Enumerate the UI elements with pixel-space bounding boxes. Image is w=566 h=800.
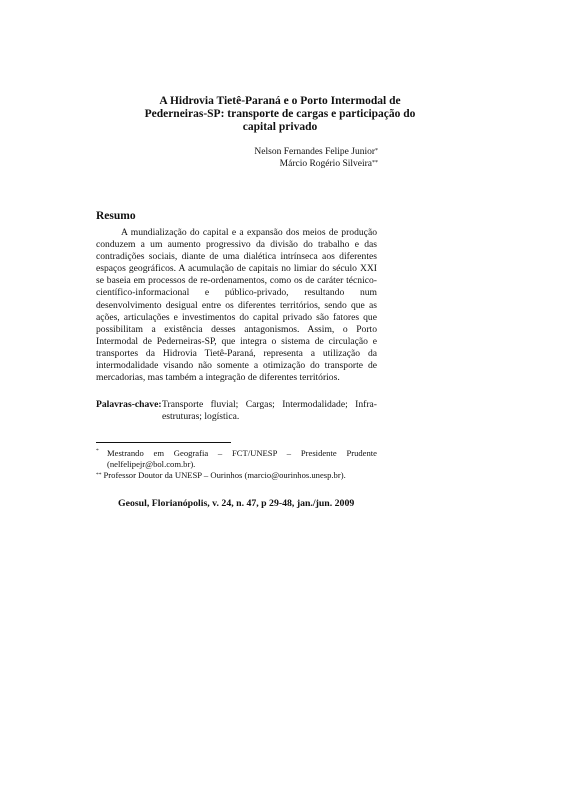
keywords-list: Transporte fluvial; Cargas; Intermodalidade; Infra-estruturas; logística. [162,399,377,423]
footnote-divider [96,442,231,443]
authors-block [254,146,378,170]
abstract-heading: Resumo [96,210,136,222]
author-name: Nelson Fernandes Felipe Junior [254,147,375,157]
journal-citation: Geosul, Florianópolis, v. 24, n. 47, p 29-48, jan./jun. 2009 [118,498,355,509]
footnote-mark: * [96,448,99,454]
footnote-mark: ** [372,160,378,166]
title-line: Pederneiras-SP: transporte de cargas e participação do [144,108,416,120]
article-title [90,95,470,134]
abstract-text: A mundialização do capital e a expansão dos meios de produção conduzem a um aumento progressivo da divisão do trabalho e das contradições sociais, diante de uma dialética intrínseca aos diferentes espaços geográficos. A acumulação de capitais no limiar do século XXI se baseia em processos de re-ordenamentos, como os de caráter técnico-científico-informacional e público-privado, resultando num desenvolvimento desigual entre os diferentes territórios, sendo que as ações, articulações e investimentos do capital privado são fatores que possibilitam a existência desses antagonismos. Assim, o Porto Intermodal de Pederneiras-SP, que integra o sistema de circulação e transportes da Hidrovia Tietê-Paraná, representa a utilização da intermodalidade visando não somente a otimização do transporte de mercadorias, mas também a integração de diferentes territórios. [96,227,377,384]
footnote-2 [96,470,377,481]
author-1 [254,146,378,158]
footnote-mark: ** [96,472,102,478]
footnotes [96,448,377,481]
author-name: Márcio Rogério Silveira [279,159,372,169]
keywords-label: Palavras-chave: [96,399,162,410]
footnote-1 [96,448,377,470]
author-2 [254,158,378,170]
footnote-text: Mestrando em Geografia – FCT/UNESP – Presidente Prudente (nelfelipejr@bol.com.br). [107,448,377,469]
footnote-text: Professor Doutor da UNESP – Ourinhos (marcio@ourinhos.unesp.br). [103,470,346,480]
title-line: capital privado [242,121,318,133]
footnote-mark: * [375,148,378,154]
title-line: A Hidrovia Tietê-Paraná e o Porto Intermodal de [159,95,401,107]
